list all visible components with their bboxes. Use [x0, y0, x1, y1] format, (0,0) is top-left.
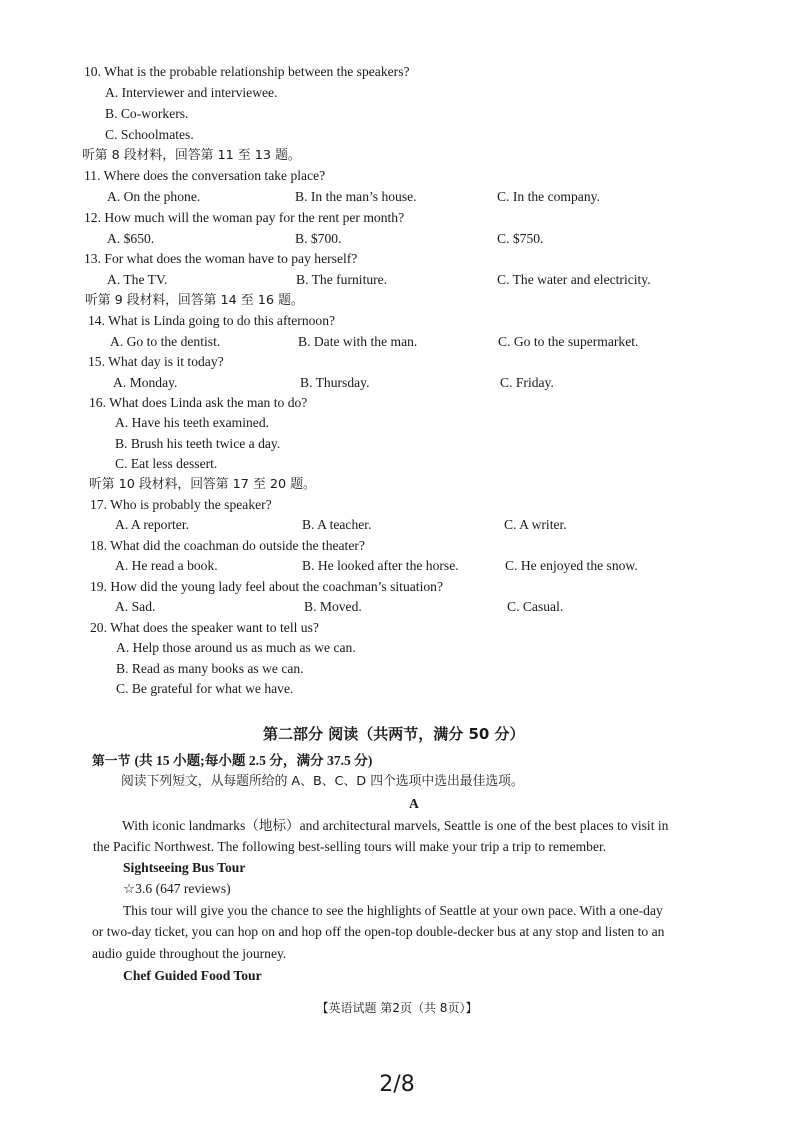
question-17-option-b: B. A teacher.: [302, 517, 372, 532]
tour-1-title: Sightseeing Bus Tour: [123, 860, 246, 875]
passage-label: A: [409, 796, 419, 811]
question-19-option-b: B. Moved.: [304, 599, 362, 614]
question-18-stem: 18. What did the coachman do outside the theater?: [90, 538, 365, 553]
question-11-option-b: B. In the man’s house.: [295, 189, 417, 204]
question-14-option-a: A. Go to the dentist.: [110, 334, 221, 349]
question-20-option-b: B. Read as many books as we can.: [116, 661, 304, 676]
question-13-option-c: C. The water and electricity.: [497, 272, 651, 287]
intro-line-2: the Pacific Northwest. The following best-selling tours will make your trip a trip to remember.: [93, 839, 607, 854]
section-9-instruction: 听第 9 段材料，回答第 14 至 16 题。: [85, 293, 304, 308]
part-2-title: 第二部分 阅读（共两节，满分 50 分）: [263, 725, 525, 743]
question-11-option-a: A. On the phone.: [107, 189, 201, 204]
question-16-option-c: C. Eat less dessert.: [115, 456, 218, 471]
question-10-option-c: C. Schoolmates.: [105, 127, 194, 142]
question-15-option-a: A. Monday.: [113, 375, 178, 390]
question-16-option-a: A. Have his teeth examined.: [115, 415, 270, 430]
question-10-option-a: A. Interviewer and interviewee.: [105, 85, 278, 100]
question-12-option-c: C. $750.: [497, 231, 544, 246]
question-16-option-b: B. Brush his teeth twice a day.: [115, 436, 281, 451]
section-1-label: 第一节: [92, 754, 131, 769]
question-15-stem: 15. What day is it today?: [88, 354, 224, 369]
tour-1-rating: ☆3.6 (647 reviews): [123, 881, 231, 896]
tour-2-title: Chef Guided Food Tour: [123, 968, 262, 983]
question-11-stem: 11. Where does the conversation take place?: [84, 168, 326, 183]
question-19-option-c: C. Casual.: [507, 599, 564, 614]
question-13-option-a: A. The TV.: [107, 272, 168, 287]
question-13-stem: 13. For what does the woman have to pay herself?: [84, 251, 358, 266]
question-17-option-c: C. A writer.: [504, 517, 567, 532]
question-20-option-a: A. Help those around us as much as we can.: [116, 640, 356, 655]
tour-1-line-3: audio guide throughout the journey.: [92, 946, 287, 961]
question-10-stem: 10. What is the probable relationship between the speakers?: [84, 64, 410, 79]
intro-line-1: With iconic landmarks（地标）and architectural marvels, Seattle is one of the best places to visit in: [122, 818, 669, 833]
question-12-stem: 12. How much will the woman pay for the rent per month?: [84, 210, 405, 225]
question-19-stem: 19. How did the young lady feel about the coachman’s situation?: [90, 579, 443, 594]
question-14-option-c: C. Go to the supermarket.: [498, 334, 639, 349]
question-15-option-b: B. Thursday.: [300, 375, 370, 390]
section-10-instruction: 听第 10 段材料，回答第 17 至 20 题。: [89, 477, 316, 492]
question-11-option-c: C. In the company.: [497, 189, 600, 204]
question-20-stem: 20. What does the speaker want to tell us?: [90, 620, 319, 635]
question-16-stem: 16. What does Linda ask the man to do?: [89, 395, 308, 410]
question-12-option-b: B. $700.: [295, 231, 342, 246]
question-17-option-a: A. A reporter.: [115, 517, 189, 532]
page-number: 2/8: [379, 1072, 415, 1097]
question-15-option-c: C. Friday.: [500, 375, 554, 390]
question-14-stem: 14. What is Linda going to do this afternoon?: [88, 313, 336, 328]
question-20-option-c: C. Be grateful for what we have.: [116, 681, 294, 696]
question-17-stem: 17. Who is probably the speaker?: [90, 497, 272, 512]
section-1-header: [92, 752, 372, 771]
page-footer: 【英语试题 第2页（共 8页）】: [316, 1001, 478, 1015]
tour-1-line-2: or two-day ticket, you can hop on and hop off the open-top double-decker bus at any stop and listen to an: [92, 924, 665, 939]
question-10-option-b: B. Co-workers.: [105, 106, 189, 121]
question-19-option-a: A. Sad.: [115, 599, 156, 614]
question-18-option-c: C. He enjoyed the snow.: [505, 558, 638, 573]
question-18-option-b: B. He looked after the horse.: [302, 558, 459, 573]
section-1-info: (共 15 小题;每小题 2.5 分，满分 37.5 分): [134, 753, 373, 768]
question-14-option-b: B. Date with the man.: [298, 334, 418, 349]
question-13-option-b: B. The furniture.: [296, 272, 388, 287]
question-18-option-a: A. He read a book.: [115, 558, 218, 573]
question-12-option-a: A. $650.: [107, 231, 155, 246]
tour-1-line-1: This tour will give you the chance to see the highlights of Seattle at your own pace. With a one-day: [123, 903, 663, 918]
reading-instruction: 阅读下列短文，从每题所给的 A、B、C、D 四个选项中选出最佳选项。: [121, 774, 524, 789]
section-8-instruction: 听第 8 段材料，回答第 11 至 13 题。: [82, 148, 301, 163]
